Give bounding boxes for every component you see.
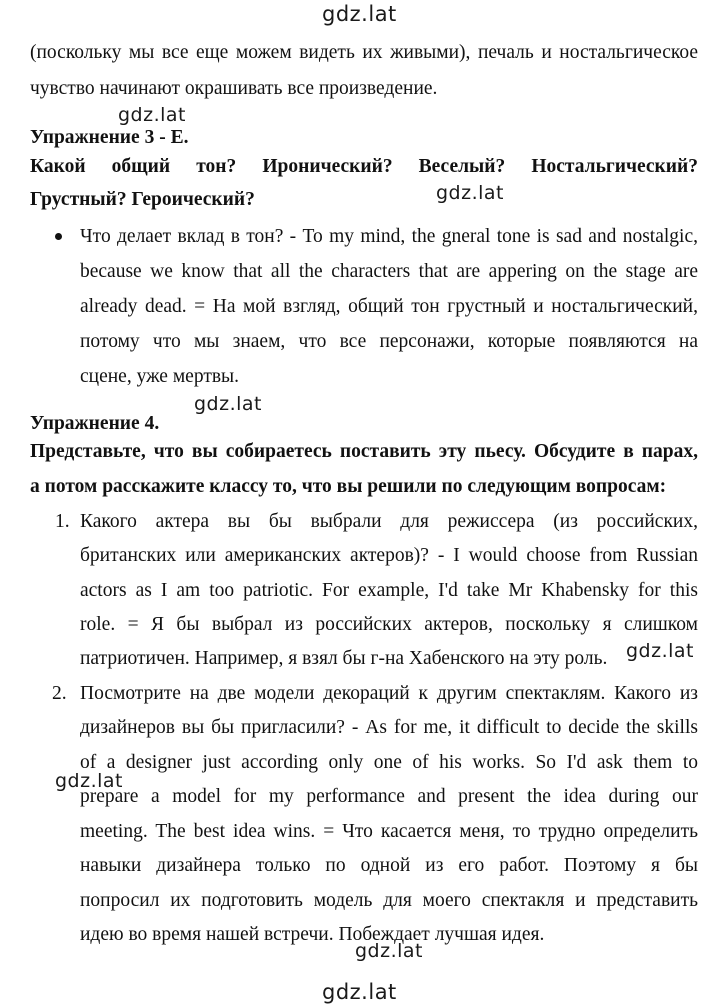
exercise-4-heading: Упражнение 4. (30, 413, 160, 434)
watermark: gdz.lat (322, 2, 397, 26)
list-item-line: meeting. The best idea wins. = Что касается меня, то трудно определить (80, 821, 698, 842)
list-number: 1. (55, 511, 70, 532)
list-item-line: Посмотрите на две модели декораций к другим спектаклям. Какого из (80, 683, 698, 704)
list-item-line: prepare a model for my performance and present the idea during our (80, 786, 698, 807)
list-item-line: role. = Я бы выбрал из российских актеров, поскольку я слишком (80, 614, 698, 635)
list-number: 2. (52, 683, 67, 704)
watermark: gdz.lat (118, 104, 187, 126)
list-item-line: патриотичен. Например, я взял бы г-на Хабенского на эту роль. (80, 648, 608, 669)
exercise-3-answer-line: потому что мы знаем, что все персонажи, которые появляются на (80, 331, 698, 352)
list-item-line: actors as I am too patriotic. For example, I'd take Mr Khabensky for this (80, 580, 698, 601)
watermark: gdz.lat (626, 640, 695, 662)
list-item-line: of a designer just according only one of his works. So I'd ask them to (80, 752, 698, 773)
list-item-line: дизайнеров вы бы пригласили? - As for me, it difficult to decide the skills (80, 717, 698, 738)
exercise-4-task: а потом расскажите классу то, что вы решили по следующим вопросам: (30, 476, 667, 497)
list-item-line: британских или американских актеров)? - I would choose from Russian (80, 545, 698, 566)
watermark: gdz.lat (322, 980, 397, 1004)
exercise-3-answer-line: сцене, уже мертвы. (80, 366, 240, 387)
watermark: gdz.lat (355, 940, 424, 962)
exercise-3-answer-line: because we know that all the characters that are appering on the stage are (80, 261, 698, 282)
intro-line: чувство начинают окрашивать все произведение. (30, 78, 438, 99)
exercise-3-answer-line: already dead. = На мой взгляд, общий тон грустный и ностальгический, (80, 296, 698, 317)
exercise-3-question: Какой общий тон? Иронический? Веселый? Ностальгический? (30, 156, 698, 177)
list-item-line: навыки дизайнера только по одной из его работ. Поэтому я бы (80, 855, 698, 876)
exercise-3-question: Грустный? Героический? (30, 189, 255, 210)
watermark: gdz.lat (194, 393, 263, 415)
exercise-4-task: Представьте, что вы собираетесь поставить эту пьесу. Обсудите в парах, (30, 441, 698, 462)
intro-line: (поскольку мы все еще можем видеть их живыми), печаль и ностальгическое (30, 42, 698, 63)
exercise-3-answer-line: Что делает вклад в тон? - To my mind, the gneral tone is sad and nostalgic, (80, 226, 698, 247)
bullet-icon (55, 233, 62, 240)
list-item-line: идею во время нашей встречи. Побеждает лучшая идея. (80, 924, 545, 945)
exercise-3-heading: Упражнение 3 - E. (30, 127, 189, 148)
list-item-line: попросил их подготовить модель для моего спектакля и представить (80, 890, 698, 911)
watermark: gdz.lat (436, 182, 505, 204)
list-item-line: Какого актера вы бы выбрали для режиссера (из российских, (80, 511, 698, 532)
watermark: gdz.lat (55, 770, 124, 792)
